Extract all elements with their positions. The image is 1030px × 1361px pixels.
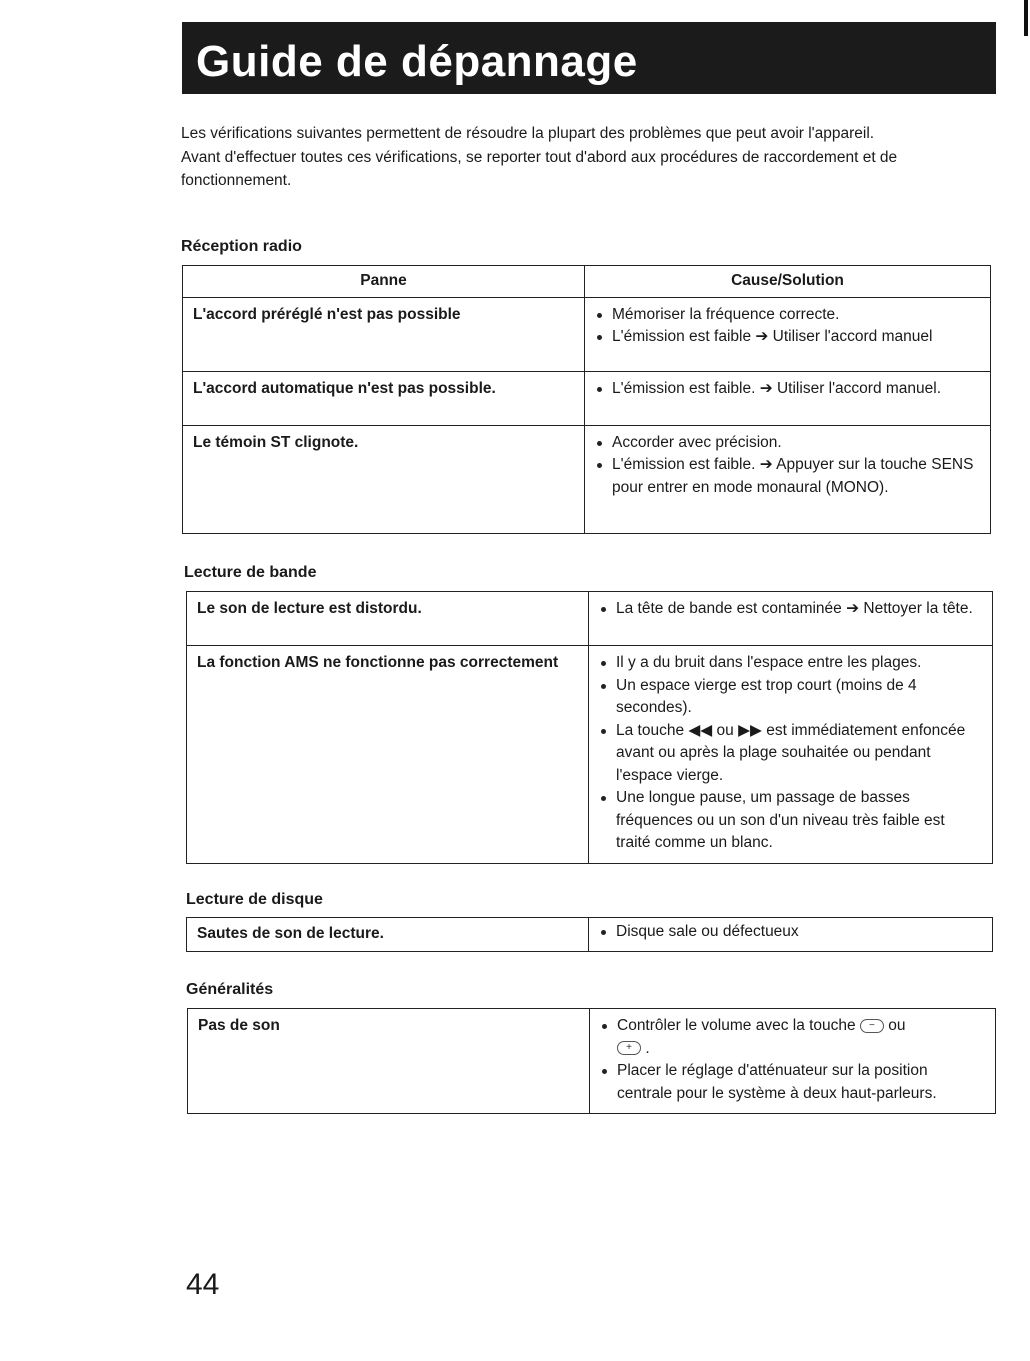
cause-item: La touche ◀◀ ou ▶▶ est immédiatement enfoncée avant ou après la plage souhaitée ou pendant l'espace vierge.	[599, 720, 982, 788]
table-row	[187, 592, 993, 646]
cause-item: L'émission est faible. ➔ Utiliser l'accord manuel.	[595, 378, 980, 401]
cause-text: Contrôler le volume avec la touche	[617, 1017, 856, 1034]
panne-cell: L'accord préréglé n'est pas possible	[183, 297, 585, 371]
title-bar	[182, 22, 996, 94]
cause-item: L'émission est faible. ➔ Appuyer sur la touche SENS pour entrer en mode monaural (MONO).	[595, 454, 980, 499]
cause-item: Disque sale ou défectueux	[599, 921, 982, 944]
section-title-reception-radio: Réception radio	[181, 238, 302, 255]
cause-cell	[589, 918, 993, 952]
cause-item: Une longue pause, um passage de basses fréquences ou un son d'un niveau très faible est traité comme un blanc.	[599, 787, 982, 855]
volume-minus-key-icon: −	[860, 1019, 884, 1033]
cause-cell	[585, 425, 991, 533]
table-lecture-bande	[186, 591, 993, 864]
cause-item: L'émission est faible ➔ Utiliser l'accord manuel	[595, 326, 980, 349]
table-row	[183, 297, 991, 371]
margin-mark	[1024, 0, 1028, 36]
table-row	[183, 371, 991, 425]
intro-paragraph: Les vérifications suivantes permettent de résoudre la plupart des problèmes que peut avoir l'appareil.	[181, 125, 875, 142]
panne-cell: La fonction AMS ne fonctionne pas correctement	[187, 646, 589, 864]
cause-item: Placer le réglage d'atténuateur sur la position centrale pour le système à deux haut-parleurs.	[600, 1060, 985, 1105]
table-lecture-disque	[186, 917, 993, 952]
table-row	[188, 1009, 996, 1114]
table-reception-radio	[182, 265, 991, 534]
table-generalites	[187, 1008, 996, 1114]
intro-text	[181, 122, 981, 193]
volume-plus-key-icon: +	[617, 1041, 641, 1055]
panne-cell: Sautes de son de lecture.	[187, 918, 589, 952]
table-header-row	[183, 266, 991, 298]
header-cause-solution: Cause/Solution	[585, 266, 991, 298]
intro-paragraph: Avant d'effectuer toutes ces vérifications, se reporter tout d'abord aux procédures de raccordement et de fonctionnement.	[181, 148, 898, 189]
cause-item-volume	[600, 1015, 985, 1060]
cause-item: Un espace vierge est trop court (moins de 4 secondes).	[599, 675, 982, 720]
header-panne: Panne	[183, 266, 585, 298]
section-title-lecture-bande: Lecture de bande	[184, 564, 317, 581]
cause-item: Accorder avec précision.	[595, 432, 980, 455]
panne-cell: Le témoin ST clignote.	[183, 425, 585, 533]
cause-cell	[590, 1009, 996, 1114]
page-title: Guide de dépannage	[196, 37, 638, 86]
panne-cell: Le son de lecture est distordu.	[187, 592, 589, 646]
cause-cell	[589, 592, 993, 646]
cause-text: ou	[888, 1017, 906, 1034]
table-row	[187, 918, 993, 952]
cause-cell	[585, 371, 991, 425]
panne-cell: L'accord automatique n'est pas possible.	[183, 371, 585, 425]
cause-text: .	[645, 1039, 650, 1057]
section-title-generalites: Généralités	[186, 981, 274, 998]
page-number: 44	[186, 1268, 220, 1301]
section-title-lecture-disque: Lecture de disque	[186, 891, 323, 908]
cause-item: Mémoriser la fréquence correcte.	[595, 304, 980, 327]
cause-item: Il y a du bruit dans l'espace entre les plages.	[599, 652, 982, 675]
cause-cell	[589, 646, 993, 864]
table-row	[187, 646, 993, 864]
table-row	[183, 425, 991, 533]
cause-item: La tête de bande est contaminée ➔ Nettoyer la tête.	[599, 598, 982, 621]
panne-cell: Pas de son	[188, 1009, 590, 1114]
cause-cell	[585, 297, 991, 371]
